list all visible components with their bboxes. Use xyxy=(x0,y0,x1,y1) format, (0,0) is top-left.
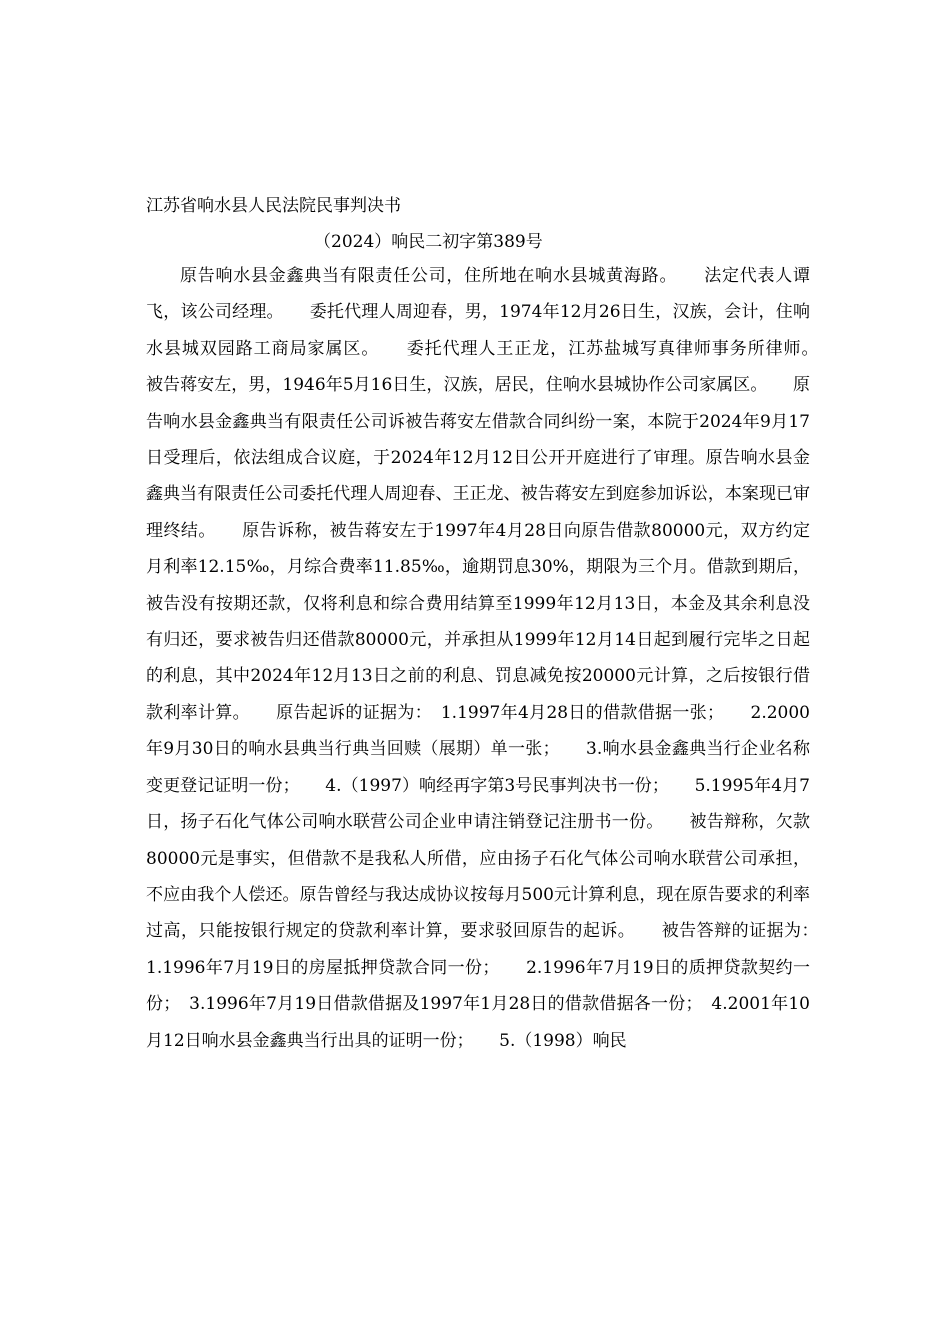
case-number: （2024）响民二初字第389号 xyxy=(314,232,543,252)
judgment-body-text: 原告响水县金鑫典当有限责任公司，住所地在响水县城黄海路。 法定代表人谭飞，该公司经理。 委托代理人周迎春，男，1974年12月26日生，汉族，会计，住响水县城双园路工商局家属区。 委托代理人王正龙，江苏盐城写真律师事务所律师。 被告蒋安左，男，1946年5月16日生，汉族，居民，住响水县城协作公司家属区。 原告响水县金鑫典当有限责任公司诉被告蒋安左借款合同纠纷一案，本院于2024年9月17日受理后，依法组成合议庭，于2024年12月12日公开开庭进行了审理。原告响水县金鑫典当有限责任公司委托代理人周迎春、王正龙、被告蒋安左到庭参加诉讼，本案现已审理终结。 原告诉称，被告蒋安左于1997年4月28日向原告借款80000元，双方约定月利率12.15‰，月综合费率11.85‰，逾期罚息30%，期限为三个月。借款到期后，被告没有按期还款，仅将利息和综合费用结算至1999年12月13日，本金及其余利息没有归还，要求被告归还借款80000元，并承担从1999年12月14日起到履行完毕之日起的利息，其中2024年12月13日之前的利息、罚息减免按20000元计算，之后按银行借款利率计算。 原告起诉的证据为： 1.1997年4月28日的借款借据一张； 2.2000年9月30日的响水县典当行典当回赎（展期）单一张； 3.响水县金鑫典当行企业名称变更登记证明一份； 4.（1997）响经再字第3号民事判决书一份； 5.1995年4月7日，扬子石化气体公司响水联营公司企业申请注销登记注册书一份。 被告辩称，欠款80000元是事实，但借款不是我私人所借，应由扬子石化气体公司响水联营公司承担，不应由我个人偿还。原告曾经与我达成协议按每月500元计算利息，现在原告要求的利率过高，只能按银行规定的贷款利率计算，要求驳回原告的起诉。 被告答辩的证据为： 1.1996年7月19日的房屋抵押贷款合同一份； 2.1996年7月19日的质押贷款契约一份； 3.1996年7月19日借款借据及1997年1月28日的借款借据各一份； 4.2001年10月12日响水县金鑫典当行出具的证明一份； 5.（1998）响民 xyxy=(146,266,844,1051)
document-title: 江苏省响水县人民法院民事判决书 xyxy=(146,196,401,216)
